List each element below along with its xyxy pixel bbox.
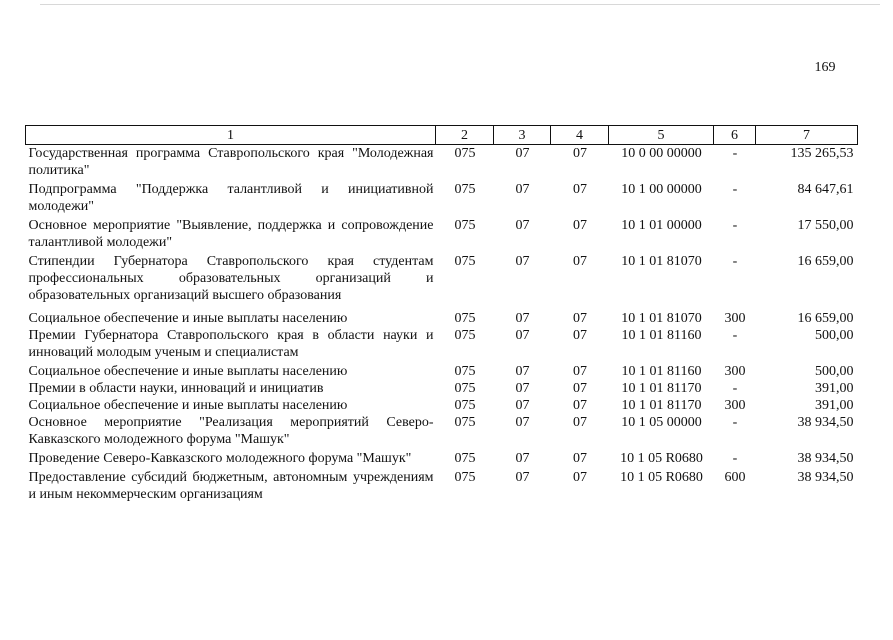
row-expense-type: - (732, 218, 738, 233)
row-name: Премии Губернатора Ставропольского края в области науки и инноваций молодым ученым и специалистам (28, 328, 434, 360)
row-expense-type: - (732, 381, 738, 396)
row-section-code: 07 (515, 254, 530, 269)
header-col-2: 2 (436, 126, 494, 145)
row-ministry-code: 075 (454, 328, 476, 343)
row-target-code: 10 0 00 00000 (621, 146, 702, 161)
row-expense-type: 300 (724, 364, 746, 379)
row-expense-type: - (732, 182, 738, 197)
row-name: Подпрограмма "Поддержка талантливой и инициативной молодежи" (28, 182, 434, 214)
row-expense-type: - (732, 415, 738, 430)
row-target-code: 10 1 01 81170 (621, 381, 702, 396)
row-subsection-code: 07 (573, 364, 587, 379)
row-subsection-code: 07 (573, 218, 587, 233)
row-name: Государственная программа Ставропольского края "Молодежная политика" (28, 146, 434, 178)
row-expense-type: 600 (724, 470, 746, 485)
row-section-code: 07 (515, 398, 530, 413)
row-subsection-code: 07 (573, 381, 587, 396)
row-name: Основное мероприятие "Реализация мероприятий Северо-Кавказского молодежного форума "Машук" (28, 415, 434, 447)
row-subsection-code: 07 (573, 415, 587, 430)
row-name: Основное мероприятие "Выявление, поддержка и сопровождение талантливой молодежи" (28, 218, 434, 250)
row-ministry-code: 075 (454, 182, 476, 197)
table-row (26, 327, 858, 363)
row-target-code: 10 1 05 R0680 (620, 470, 703, 485)
row-amount: 135 265,53 (790, 146, 854, 161)
row-amount: 391,00 (815, 398, 854, 413)
table-row (26, 145, 858, 182)
row-amount: 84 647,61 (797, 182, 854, 197)
row-ministry-code: 075 (454, 451, 476, 466)
row-expense-type: 300 (724, 398, 746, 413)
row-target-code: 10 1 00 00000 (621, 182, 702, 197)
row-amount: 16 659,00 (797, 311, 854, 326)
row-section-code: 07 (515, 415, 530, 430)
scan-edge-line (40, 4, 880, 5)
header-col-6: 6 (714, 126, 756, 145)
row-amount: 38 934,50 (797, 451, 854, 466)
row-name: Проведение Северо-Кавказского молодежного форума "Машук" (28, 451, 412, 466)
row-subsection-code: 07 (573, 311, 587, 326)
row-name: Социальное обеспечение и иные выплаты населению (28, 398, 348, 413)
row-amount: 17 550,00 (797, 218, 854, 233)
table-row (26, 253, 858, 310)
row-amount: 16 659,00 (797, 254, 854, 269)
row-amount: 500,00 (815, 328, 854, 343)
row-subsection-code: 07 (573, 254, 587, 269)
row-target-code: 10 1 01 00000 (621, 218, 702, 233)
row-ministry-code: 075 (454, 398, 476, 413)
table-row (26, 469, 858, 503)
table-row (26, 310, 858, 327)
table-row (26, 217, 858, 253)
row-section-code: 07 (515, 470, 530, 485)
table-row (26, 181, 858, 217)
row-target-code: 10 1 01 81070 (621, 311, 702, 326)
row-ministry-code: 075 (454, 218, 476, 233)
row-amount: 500,00 (815, 364, 854, 379)
header-col-1: 1 (26, 126, 436, 145)
row-ministry-code: 075 (454, 254, 476, 269)
row-target-code: 10 1 01 81170 (621, 398, 702, 413)
row-subsection-code: 07 (573, 182, 587, 197)
row-name: Стипендии Губернатора Ставропольского края студентам профессиональных образовательных организаций и образовательных организаций высшего образования (28, 254, 434, 303)
budget-table (25, 125, 858, 503)
row-amount: 38 934,50 (797, 470, 854, 485)
row-name: Премии в области науки, инноваций и инициатив (28, 381, 324, 396)
row-section-code: 07 (515, 364, 530, 379)
row-target-code: 10 1 01 81070 (621, 254, 702, 269)
page-number: 169 (814, 60, 836, 75)
row-ministry-code: 075 (454, 470, 476, 485)
row-ministry-code: 075 (454, 311, 476, 326)
row-name: Социальное обеспечение и иные выплаты населению (28, 311, 348, 326)
row-section-code: 07 (515, 311, 530, 326)
row-ministry-code: 075 (454, 364, 476, 379)
row-target-code: 10 1 05 00000 (621, 415, 702, 430)
table-row (26, 397, 858, 414)
row-subsection-code: 07 (573, 328, 587, 343)
row-ministry-code: 075 (454, 146, 476, 161)
row-subsection-code: 07 (573, 146, 587, 161)
header-col-7: 7 (756, 126, 858, 145)
table-row (26, 450, 858, 469)
row-subsection-code: 07 (573, 470, 587, 485)
table-row (26, 414, 858, 450)
row-section-code: 07 (515, 328, 530, 343)
row-subsection-code: 07 (573, 398, 587, 413)
row-expense-type: 300 (724, 311, 746, 326)
row-expense-type: - (732, 451, 738, 466)
row-ministry-code: 075 (454, 381, 476, 396)
header-col-5: 5 (609, 126, 714, 145)
row-target-code: 10 1 01 81160 (621, 328, 702, 343)
table-header-row (26, 126, 858, 145)
row-section-code: 07 (515, 182, 530, 197)
row-section-code: 07 (515, 146, 530, 161)
header-col-4: 4 (551, 126, 609, 145)
header-col-3: 3 (494, 126, 551, 145)
row-expense-type: - (732, 254, 738, 269)
row-name: Предоставление субсидий бюджетным, автономным учреждениям и иным некоммерческим организациям (28, 470, 434, 502)
table-row (26, 363, 858, 380)
table-row (26, 380, 858, 397)
row-ministry-code: 075 (454, 415, 476, 430)
row-expense-type: - (732, 328, 738, 343)
row-subsection-code: 07 (573, 451, 587, 466)
row-target-code: 10 1 05 R0680 (620, 451, 703, 466)
row-expense-type: - (732, 146, 738, 161)
row-amount: 38 934,50 (797, 415, 854, 430)
row-amount: 391,00 (815, 381, 854, 396)
row-section-code: 07 (515, 218, 530, 233)
row-section-code: 07 (515, 451, 530, 466)
row-name: Социальное обеспечение и иные выплаты населению (28, 364, 348, 379)
row-section-code: 07 (515, 381, 530, 396)
row-target-code: 10 1 01 81160 (621, 364, 702, 379)
